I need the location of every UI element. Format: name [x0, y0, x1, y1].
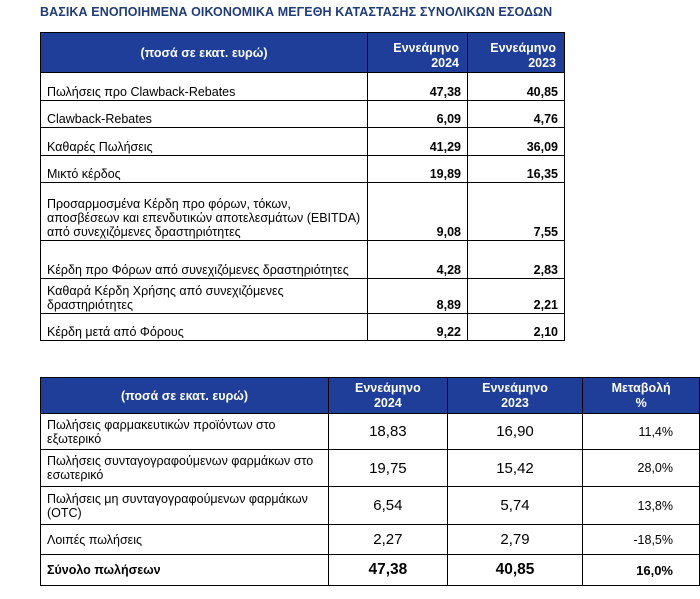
total-label: Σύνολο πωλήσεων: [41, 555, 329, 586]
row-label: Πωλήσεις μη συνταγογραφούμενων φαρμάκων (OTC): [41, 487, 329, 525]
value-2023: 36,09: [468, 128, 565, 156]
value-2024: 18,83: [329, 414, 448, 450]
value-2023: 5,74: [447, 487, 583, 525]
value-2024: 4,28: [368, 241, 468, 279]
table-row: [41, 101, 565, 128]
row-label: Πωλήσεις προ Clawback-Rebates: [41, 73, 368, 101]
value-2024: 6,09: [368, 101, 468, 128]
sales-breakdown-table: [40, 377, 700, 586]
value-2024: 19,89: [368, 156, 468, 183]
value-2024: 9,08: [368, 183, 468, 241]
table-row: [41, 450, 700, 487]
value-2023: 2,21: [468, 279, 565, 314]
table-row: [41, 241, 565, 279]
col-2024-header: Εννεάμηνο 2024: [368, 33, 468, 73]
row-label: Προσαρμοσμένα Κέρδη προ φόρων, τόκων, αποσβέσεων και επενδυτικών αποτελεσμάτων (EBITDA) από συνεχιζόμενες δραστηριότητες: [41, 183, 368, 241]
units-header: (ποσά σε εκατ. ευρώ): [41, 378, 329, 414]
page-title: ΒΑΣΙΚΑ ΕΝΟΠΟΙΗΜΕΝΑ ΟΙΚΟΝΟΜΙΚΑ ΜΕΓΕΘΗ ΚΑΤΑΣΤΑΣΗΣ ΣΥΝΟΛΙΚΩΝ ΕΣΟΔΩΝ: [40, 5, 553, 19]
table-row: [41, 414, 700, 450]
row-label: Clawback-Rebates: [41, 101, 368, 128]
change-percent: -18,5%: [583, 525, 700, 555]
table-row: [41, 156, 565, 183]
table-row: [41, 525, 700, 555]
col-2023-header: Εννεάμηνο 2023: [447, 378, 583, 414]
value-2024: 2,27: [329, 525, 448, 555]
table-row: [41, 128, 565, 156]
units-header: (ποσά σε εκατ. ευρώ): [41, 33, 368, 73]
row-label: Πωλήσεις φαρμακευτικών προϊόντων στο εξωτερικό: [41, 414, 329, 450]
row-label: Πωλήσεις συνταγογραφούμενων φαρμάκων στο εσωτερικό: [41, 450, 329, 487]
total-row: [41, 555, 700, 586]
value-2023: 2,79: [447, 525, 583, 555]
total-2024: 47,38: [329, 555, 448, 586]
row-label: Καθαρές Πωλήσεις: [41, 128, 368, 156]
summary-table-header: [41, 33, 565, 73]
total-2023: 40,85: [447, 555, 583, 586]
sales-table-header: [41, 378, 700, 414]
value-2023: 2,83: [468, 241, 565, 279]
value-2023: 16,35: [468, 156, 565, 183]
change-percent: 13,8%: [583, 487, 700, 525]
row-label: Κέρδη προ Φόρων από συνεχιζόμενες δραστηριότητες: [41, 241, 368, 279]
value-2023: 7,55: [468, 183, 565, 241]
value-2023: 4,76: [468, 101, 565, 128]
table-row: [41, 279, 565, 314]
value-2023: 15,42: [447, 450, 583, 487]
value-2024: 6,54: [329, 487, 448, 525]
change-percent: 11,4%: [583, 414, 700, 450]
col-2023-header: Εννεάμηνο 2023: [468, 33, 565, 73]
col-2024-header: Εννεάμηνο 2024: [329, 378, 448, 414]
table-row: [41, 314, 565, 341]
col-change-header: Μεταβολή %: [583, 378, 700, 414]
change-percent: 28,0%: [583, 450, 700, 487]
row-label: Μικτό κέρδος: [41, 156, 368, 183]
value-2023: 2,10: [468, 314, 565, 341]
value-2024: 8,89: [368, 279, 468, 314]
table-row: [41, 73, 565, 101]
value-2024: 19,75: [329, 450, 448, 487]
value-2024: 41,29: [368, 128, 468, 156]
total-change: 16,0%: [583, 555, 700, 586]
row-label: Καθαρά Κέρδη Χρήσης από συνεχιζόμενες δραστηριότητες: [41, 279, 368, 314]
value-2024: 9,22: [368, 314, 468, 341]
value-2023: 40,85: [468, 73, 565, 101]
table-row: [41, 487, 700, 525]
summary-table: [40, 32, 565, 341]
value-2023: 16,90: [447, 414, 583, 450]
table-row: [41, 183, 565, 241]
row-label: Κέρδη μετά από Φόρους: [41, 314, 368, 341]
row-label: Λοιπές πωλήσεις: [41, 525, 329, 555]
value-2024: 47,38: [368, 73, 468, 101]
